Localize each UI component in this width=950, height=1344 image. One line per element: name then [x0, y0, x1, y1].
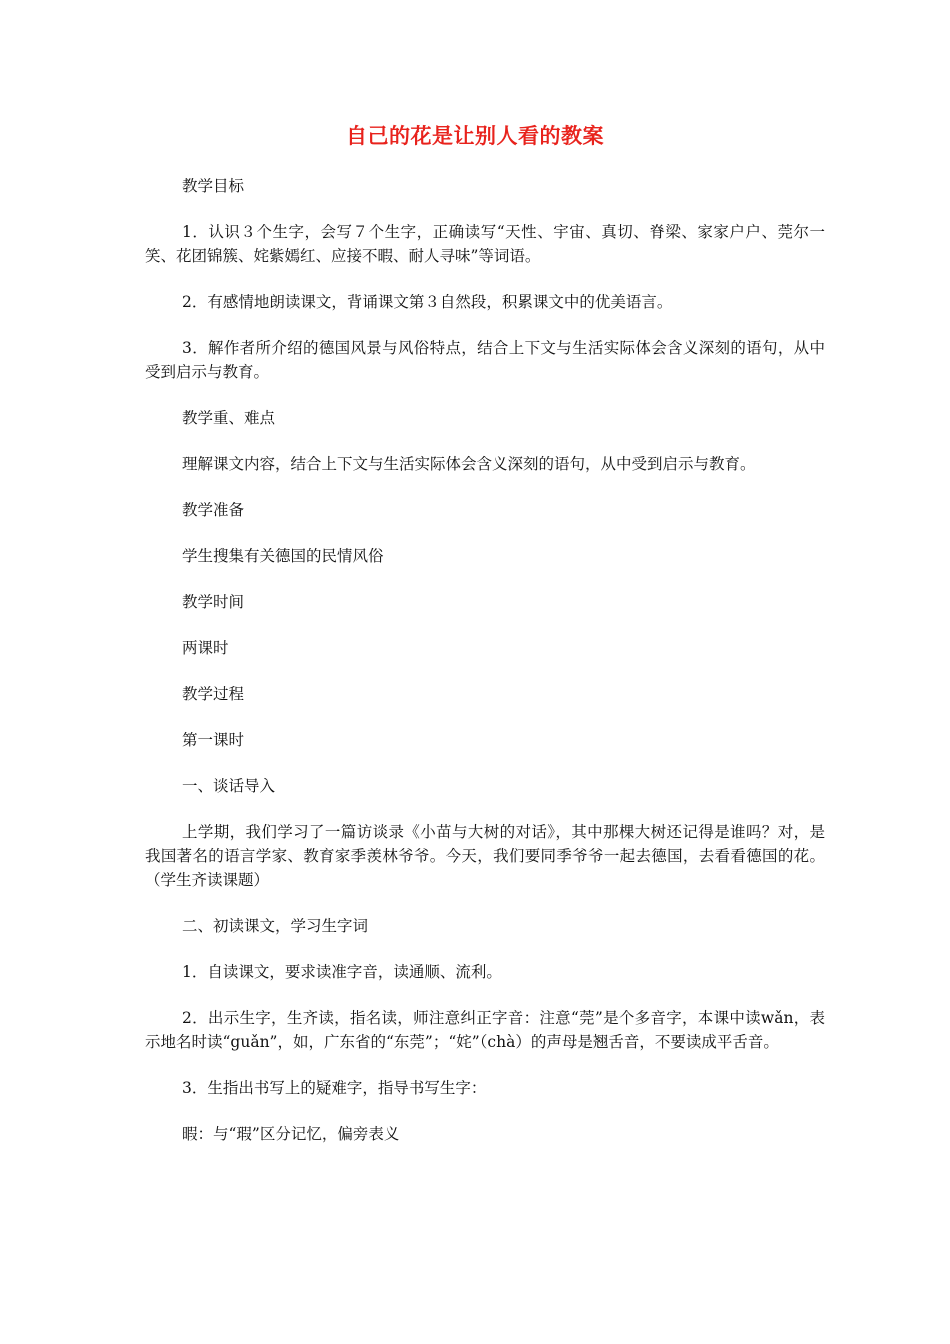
paragraph-section-1: 一、谈话导入	[182, 777, 276, 795]
document-title: 自己的花是让别人看的教案	[346, 124, 604, 148]
paragraph-section-2: 二、初读课文，学习生字词	[182, 917, 369, 935]
paragraph-character-note: 暇：与“瑕”区分记忆，偏旁表义	[182, 1125, 400, 1143]
paragraph-heading-goals: 教学目标	[182, 177, 245, 195]
paragraph-goal-2: 2．有感情地朗读课文，背诵课文第３自然段，积累课文中的优美语言。	[182, 293, 673, 311]
paragraph-preparation: 学生搜集有关德国的民情风俗	[182, 547, 384, 565]
paragraph-step-3: 3．生指出书写上的疑难字，指导书写生字：	[182, 1079, 487, 1097]
paragraph-heading-key-points: 教学重、难点	[182, 409, 276, 427]
paragraph-time: 两课时	[182, 639, 229, 657]
paragraph-heading-process: 教学过程	[182, 685, 245, 703]
paragraph-goal-1: 1．认识３个生字，会写７个生字，正确读写“天性、宇宙、真切、脊梁、家家户户、莞尔一笑、花团锦簇、姹紫嫣红、应接不暇、耐人寻味”等词语。	[145, 223, 825, 265]
paragraph-goal-3: 3．解作者所介绍的德国风景与风俗特点，结合上下文与生活实际体会含义深刻的语句，从中受到启示与教育。	[145, 339, 825, 381]
paragraph-heading-time: 教学时间	[182, 593, 245, 611]
paragraph-first-lesson: 第一课时	[182, 731, 245, 749]
paragraph-step-2: 2．出示生字，生齐读，指名读，师注意纠正字音：注意“莞”是个多音字，本课中读wǎn，表示地名时读“guǎn”，如，广东省的“东莞”；“姹”（chà）的声母是翘舌音，不要读成平舌音。	[145, 1009, 825, 1051]
paragraph-key-points: 理解课文内容，结合上下文与生活实际体会含义深刻的语句，从中受到启示与教育。	[182, 455, 756, 473]
document-body	[145, 174, 825, 1146]
paragraph-heading-preparation: 教学准备	[182, 501, 245, 519]
paragraph-intro: 上学期，我们学习了一篇访谈录《小苗与大树的对话》，其中那棵大树还记得是谁吗？对，是我国著名的语言学家、教育家季羡林爷爷。今天，我们要同季爷爷一起去德国，去看看德国的花。（学生齐读课题）	[145, 823, 825, 889]
paragraph-step-1: 1．自读课文，要求读准字音，读通顺、流利。	[182, 963, 502, 981]
